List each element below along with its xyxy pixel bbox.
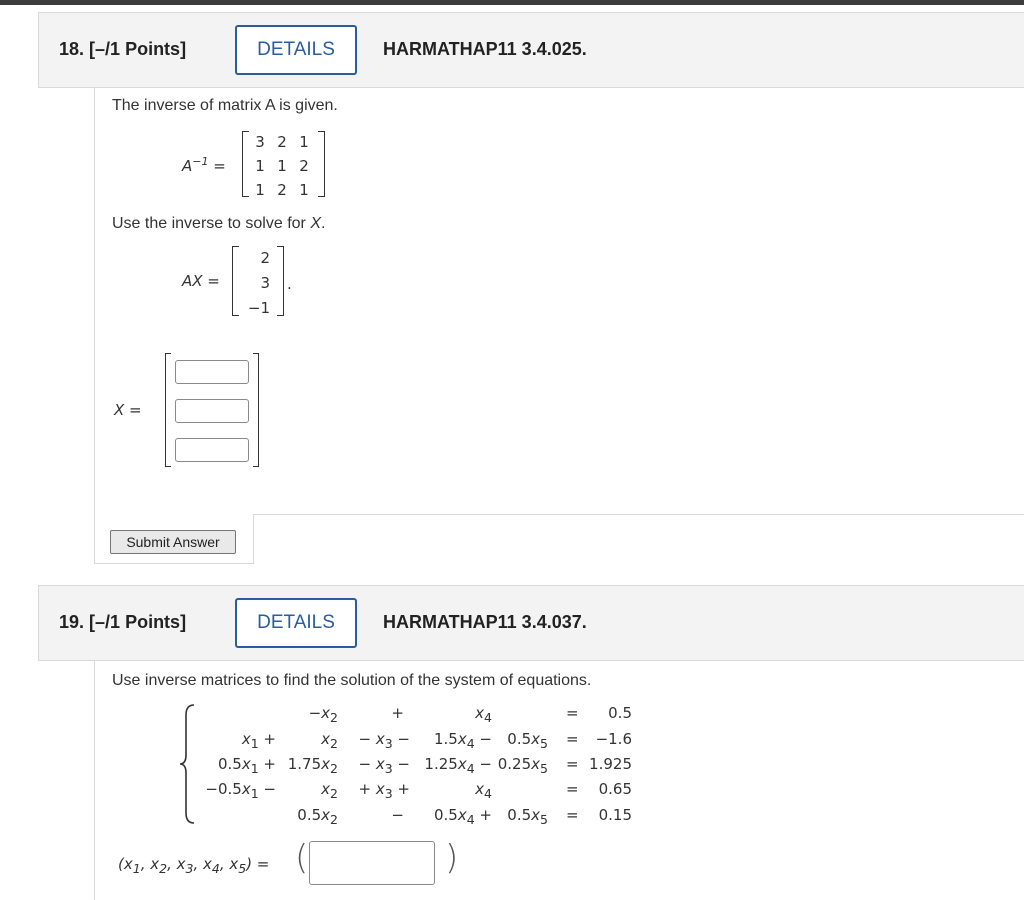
vector-period: . — [287, 275, 292, 293]
q19-intro: Use inverse matrices to find the solution of the system of equations. — [112, 672, 592, 689]
equation-term: − — [391, 806, 404, 824]
matrix-cell: 2 — [277, 133, 287, 151]
matrix-cell: 1 — [277, 157, 287, 175]
ax-label: AX = — [182, 272, 220, 290]
equation-term: $0.5x_4$ + — [433, 806, 492, 827]
x-label: X = — [114, 401, 142, 419]
vector-right-bracket — [277, 246, 284, 316]
answer-input-x2[interactable] — [175, 399, 249, 423]
right-paren: ) — [445, 838, 459, 878]
ainv-label: $A^{-1}$ = — [182, 155, 226, 175]
question-code: HARMATHAP11 3.4.025. — [383, 39, 587, 59]
equation-term: $-x_2$ — [308, 704, 338, 725]
equation-term: $1.5x_4$ − — [433, 730, 492, 751]
matrix-cell: 1 — [299, 133, 309, 151]
equation-term: $-0.5x_1$ − — [205, 780, 276, 801]
top-bar — [0, 0, 1024, 5]
q18-use-text: Use the inverse to solve for X. — [112, 215, 326, 232]
left-paren: ( — [295, 838, 309, 878]
matrix-cell: 1 — [299, 181, 309, 199]
details-button[interactable]: DETAILS — [235, 598, 357, 648]
matrix-cell: 3 — [255, 133, 265, 151]
question-code: HARMATHAP11 3.4.037. — [383, 612, 587, 632]
answer-input-x3[interactable] — [175, 438, 249, 462]
equation-equals: = — [566, 780, 579, 798]
question-number: 19. [–/1 Points] — [59, 612, 187, 632]
equation-term: $1.75x_2$ — [287, 755, 338, 776]
equation-rhs: 1.925 — [589, 755, 632, 773]
equation-rhs: 0.65 — [598, 780, 632, 798]
equation-rhs: 0.15 — [598, 806, 632, 824]
submit-answer-button[interactable]: Submit Answer — [110, 530, 236, 554]
equation-rhs: −1.6 — [595, 730, 632, 748]
vector-cell: −1 — [247, 299, 270, 317]
equation-term: $x_4$ — [475, 704, 492, 725]
answer-tray — [253, 514, 1024, 564]
q18-intro: The inverse of matrix A is given. — [112, 97, 338, 114]
question-18-body — [94, 88, 254, 564]
equation-term: + $x_3$ + — [358, 780, 410, 801]
matrix-cell: 2 — [299, 157, 309, 175]
vector-cell: 2 — [260, 249, 270, 267]
question-18-header — [38, 12, 1024, 88]
equation-term: $x_2$ — [321, 780, 338, 801]
matrix-left-bracket — [242, 131, 249, 197]
equation-rhs: 0.5 — [608, 704, 632, 722]
question-number: 18. [–/1 Points] — [59, 39, 187, 59]
equation-term: $1.25x_4$ − — [424, 755, 492, 776]
question-19-header — [38, 585, 1024, 661]
solution-label: ($x_1$, $x_2$, $x_3$, $x_4$, $x_5$) = — [118, 855, 270, 876]
matrix-cell: 2 — [277, 181, 287, 199]
equation-term: $x_2$ — [321, 730, 338, 751]
equation-term: − $x_3$ − — [358, 755, 410, 776]
equation-term: $0.5x_2$ — [297, 806, 338, 827]
details-button[interactable]: DETAILS — [235, 25, 357, 75]
matrix-cell: 1 — [255, 181, 265, 199]
equation-term: $0.5x_5$ — [507, 806, 548, 827]
equation-term: $0.25x_5$ — [497, 755, 548, 776]
vector-left-bracket — [232, 246, 239, 316]
answer-right-bracket — [253, 353, 259, 467]
equation-equals: = — [566, 704, 579, 722]
matrix-right-bracket — [318, 131, 325, 197]
answer-input-x1[interactable] — [175, 360, 249, 384]
equation-term: $0.5x_5$ — [507, 730, 548, 751]
solution-input[interactable] — [309, 841, 435, 885]
equation-term: $x_4$ — [475, 780, 492, 801]
equation-term: − $x_3$ − — [358, 730, 410, 751]
equation-term: $x_1$ + — [241, 730, 276, 751]
equation-equals: = — [566, 806, 579, 824]
equation-term: + — [391, 704, 404, 722]
matrix-cell: 1 — [255, 157, 265, 175]
answer-left-bracket — [165, 353, 171, 467]
vector-cell: 3 — [260, 274, 270, 292]
equation-equals: = — [566, 730, 579, 748]
equation-term: $0.5x_1$ + — [217, 755, 276, 776]
system-brace — [178, 703, 198, 825]
equation-equals: = — [566, 755, 579, 773]
